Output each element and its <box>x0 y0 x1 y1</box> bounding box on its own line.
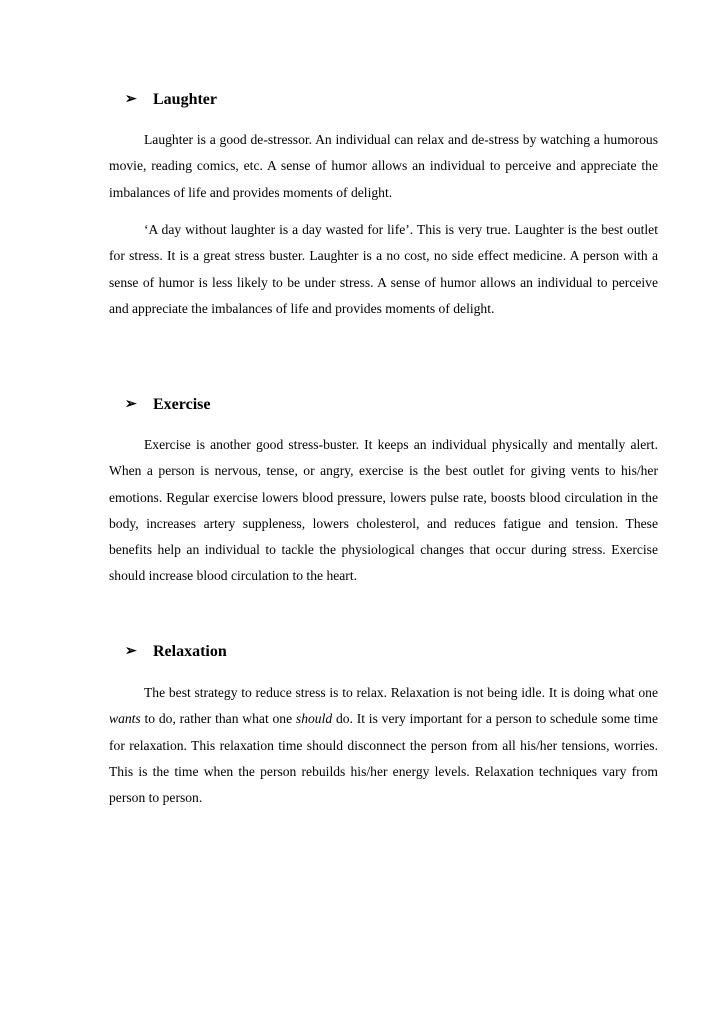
heading-label: Laughter <box>153 91 217 108</box>
arrowhead-bullet-icon: ➢ <box>125 92 137 107</box>
text-run: to do, rather than what one <box>140 711 296 727</box>
paragraph: Laughter is a good de-stressor. An individual can relax and de-stress by watching a humorous movie, reading comics, etc. A sense of humor allows an individual to perceive and appreciate the imbalances of life and provides moments of delight. <box>109 132 658 200</box>
text-run: The best strategy to reduce stress is to relax. Relaxation is not being idle. It is doing what one <box>144 685 658 700</box>
emphasis-text: should <box>295 711 333 727</box>
arrowhead-bullet-icon: ➢ <box>125 397 137 412</box>
paragraph: ‘A day without laughter is a day wasted for life’. This is very true. Laughter is the best outlet for stress. It is a great stress buster. Laughter is a no cost, no side effect medicine. A person with a sense of humor is less likely to be under stress. A sense of humor allows an individual to perceive and appreciate the imbalances of life and provides moments of delight. <box>109 222 658 316</box>
paragraph <box>109 680 658 811</box>
section-heading-relaxation <box>125 641 227 663</box>
text-run: do. It is very important for a person to schedule some time for relaxation. This relaxation time should disconnect the person from all his/her tensions, worries. This is the time when the person rebuilds his/her energy levels. Relaxation techniques vary from person to person. <box>109 711 658 806</box>
emphasis-text: wants <box>109 711 141 727</box>
section-heading-laughter <box>125 89 217 111</box>
section-heading-exercise <box>125 394 210 416</box>
arrowhead-bullet-icon: ➢ <box>125 644 137 659</box>
heading-label: Exercise <box>153 396 211 413</box>
heading-label: Relaxation <box>153 643 227 660</box>
paragraph: Exercise is another good stress-buster. It keeps an individual physically and mentally alert. When a person is nervous, tense, or angry, exercise is the best outlet for giving vents to his/her emotions. Regular exercise lowers blood pressure, lowers pulse rate, boosts blood circulation in the body, increases artery suppleness, lowers cholesterol, and reduces fatigue and tension. These benefits help an individual to tackle the physiological changes that occur during stress. Exercise should increase blood circulation to the heart. <box>109 437 658 584</box>
